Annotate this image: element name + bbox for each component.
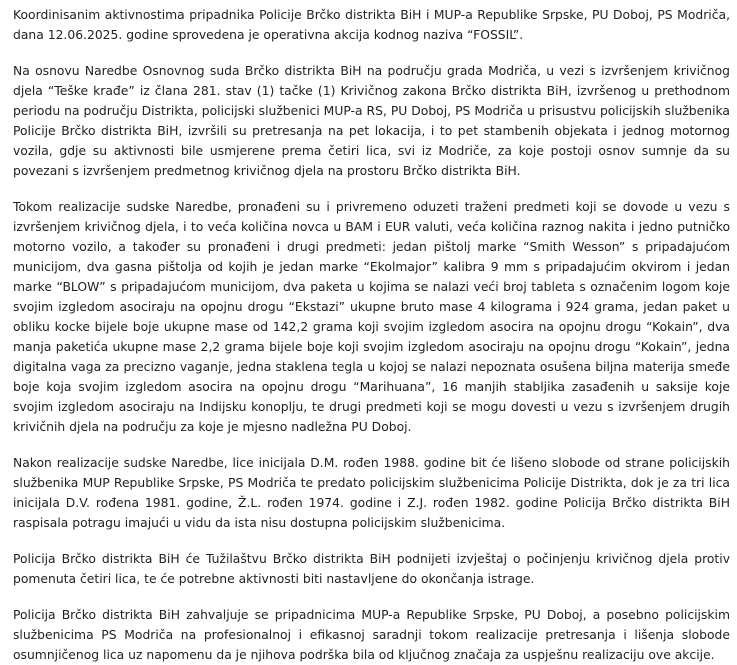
article-body (0, 5, 737, 665)
paragraph-intro: Koordinisanim aktivnostima pripadnika Policije Brčko distrikta BiH i MUP-a Republike Srpske, PU Doboj, PS Modriča, dana 12.06.2025. godine sprovedena je operativna akcija kodnog naziva “FOSSIL”. (13, 8, 730, 42)
paragraph-acknowledgement: Policija Brčko distrikta BiH zahvaljuje se pripadnicima MUP-a Republike Srpske, PU Doboj, a posebno policijskim službenicima PS Modriča na profesionalnoj i efikasnoj saradnji tokom realizacije pretresanja i lišenja slobode osumnjičenog lica uz napomenu da je njihova podrška bila od ključnog značaja za uspješnu realizaciju ove akcije. (13, 608, 730, 662)
paragraph-seized-items: Tokom realizacije sudske Naredbe, pronađeni su i privremeno oduzeti traženi predmeti koji se dovode u vezu s izvršenjem krivičnog djela, i to veća količina novca u BAM i EUR valuti, veća količina raznog nakita i jedno putničko motorno vozilo, a također su pronađeni i drugi predmeti: jedan pištolj marke “Smith Wesson” s pripadajućom municijom, dva gasna pištolja od kojih je jedan marke “Ekolmajor” kalibra 9 mm s pripadajućim okvirom i jedan marke “BLOW” s pripadajućom municijom, dva paketa u kojima se nalazi veći broj tableta s označenim logom koje svojim izgledom asociraju na opojnu drogu “Ekstazi” ukupne bruto mase 4 kilograma i 924 grama, jedan paket u obliku kocke bijele boje ukupne mase od 142,2 grama koji svojim izgledom asocira na opojnu drogu “Kokain”, dva manja paketića ukupne mase 2,2 grama bijele boje koji svojim izgledom asociraju na opojnu drogu “Kokain”, jedna digitalna vaga za precizno vaganje, jedna staklena tegla u kojoj se nalazi nepoznata osušena biljna materija smeđe boje koja svojim izgledom asocira na opojnu drogu “Marihuana”, 16 manjih stabljika zasađenih u saksije koje svojim izgledom asociraju na Indijsku konoplju, te drugi predmeti koji se mogu dovesti u vezu s izvršenjem drugih krivičnih djela na području za koje je mjesno nadležna PU Doboj. (13, 200, 730, 434)
paragraph-arrest: Nakon realizacije sudske Naredbe, lice inicijala D.M. rođen 1988. godine bit će lišeno slobode od strane policijskih službenika MUP Republike Srpske, PS Modriča te predato policijskim službenicima Policije Distrikta, dok je za tri lica inicijala D.V. rođena 1981. godine, Ž.L. rođen 1974. godine i Z.J. rođen 1982. godine Policija Brčko distrikta BiH raspisala potragu imajući u vidu da ista nisu dostupna policijskim službenicima. (13, 456, 730, 530)
paragraph-prosecutor-report: Policija Brčko distrikta BiH će Tužilaštvu Brčko distrikta BiH podnijeti izvještaj o počinjenju krivičnog djela protiv pomenuta četiri lica, te će potrebne aktivnosti biti nastavljene do okončanja istrage. (13, 552, 730, 586)
paragraph-court-order: Na osnovu Naredbe Osnovnog suda Brčko distrikta BiH na području grada Modriča, u vezi s izvršenjem krivičnog djela “Teške krađe” iz člana 281. stav (1) tačke (1) Krivičnog zakona Brčko distrikta BiH, izvršenog u prethodnom periodu na području Distrikta, policijski službenici MUP-a RS, PU Doboj, PS Modriča u prisustvu policijskih službenika Policije Brčko distrikta BiH, izvršili su pretresanja na pet lokacija, i to pet stambenih objekata i jednog motornog vozila, gdje su aktivnosti bile usmjerene prema četiri lica, svi iz Modriče, za koje postoji osnov sumnje da su povezani s izvršenjem predmetnog krivičnog djela na prostoru Brčko distrikta BiH. (13, 64, 730, 178)
